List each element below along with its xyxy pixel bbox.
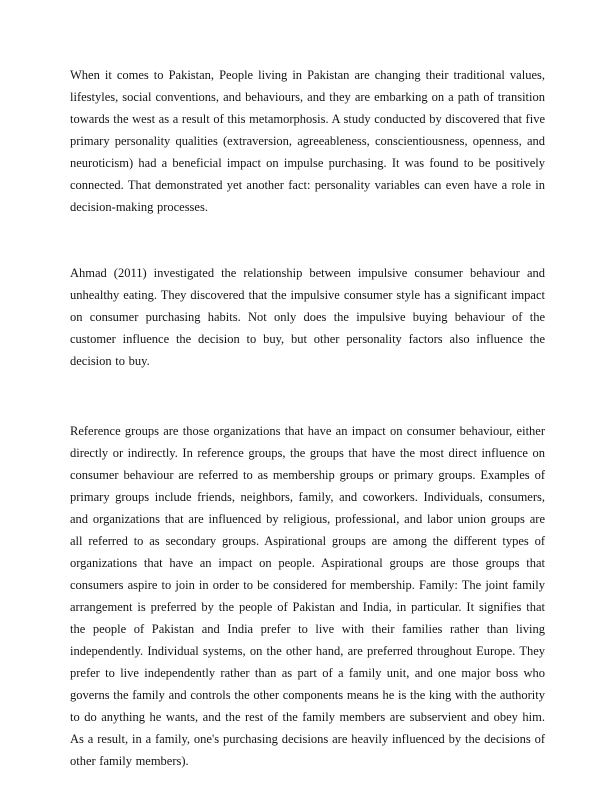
paragraph-ahmad-study: Ahmad (2011) investigated the relationship between impulsive consumer behaviour and unhealthy eating. They discovered that the impulsive consumer style has a significant impact on consumer purchasing habits. Not only does the impulsive buying behaviour of the customer influence the decision to buy, but other personality factors also influence the decision to buy. xyxy=(70,266,545,368)
paragraph-reference-groups: Reference groups are those organizations that have an impact on consumer behaviour, either directly or indirectly. In reference groups, the groups that have the most direct influence on consumer behaviour are referred to as membership groups or primary groups. Examples of primary groups include friends, neighbors, family, and coworkers. Individuals, consumers, and organizations that are influenced by religious, professional, and labor union groups are all referred to as secondary groups. Aspirational groups are among the different types of organizations that have an impact on people. Aspirational groups are those groups that consumers aspire to join in order to be considered for membership. Family: The joint family arrangement is preferred by the people of Pakistan and India, in particular. It signifies that the people of Pakistan and India prefer to live with their families rather than living independently. Individual systems, on the other hand, are preferred throughout Europe. They prefer to live independently rather than as part of a family unit, and one major boss who governs the family and controls the other components means he is the king with the authority to do anything he wants, and the rest of the family members are subservient and obey him. As a result, in a family, one's purchasing decisions are heavily influenced by the decisions of other family members). xyxy=(70,424,545,768)
paragraph-personality-traits: When it comes to Pakistan, People living in Pakistan are changing their traditional values, lifestyles, social conventions, and behaviours, and they are embarking on a path of transition towards the west as a result of this metamorphosis. A study conducted by discovered that five primary personality qualities (extraversion, agreeableness, conscientiousness, openness, and neuroticism) had a beneficial impact on impulse purchasing. It was found to be positively connected. That demonstrated yet another fact: personality variables can even have a role in decision-making processes. xyxy=(70,68,545,214)
